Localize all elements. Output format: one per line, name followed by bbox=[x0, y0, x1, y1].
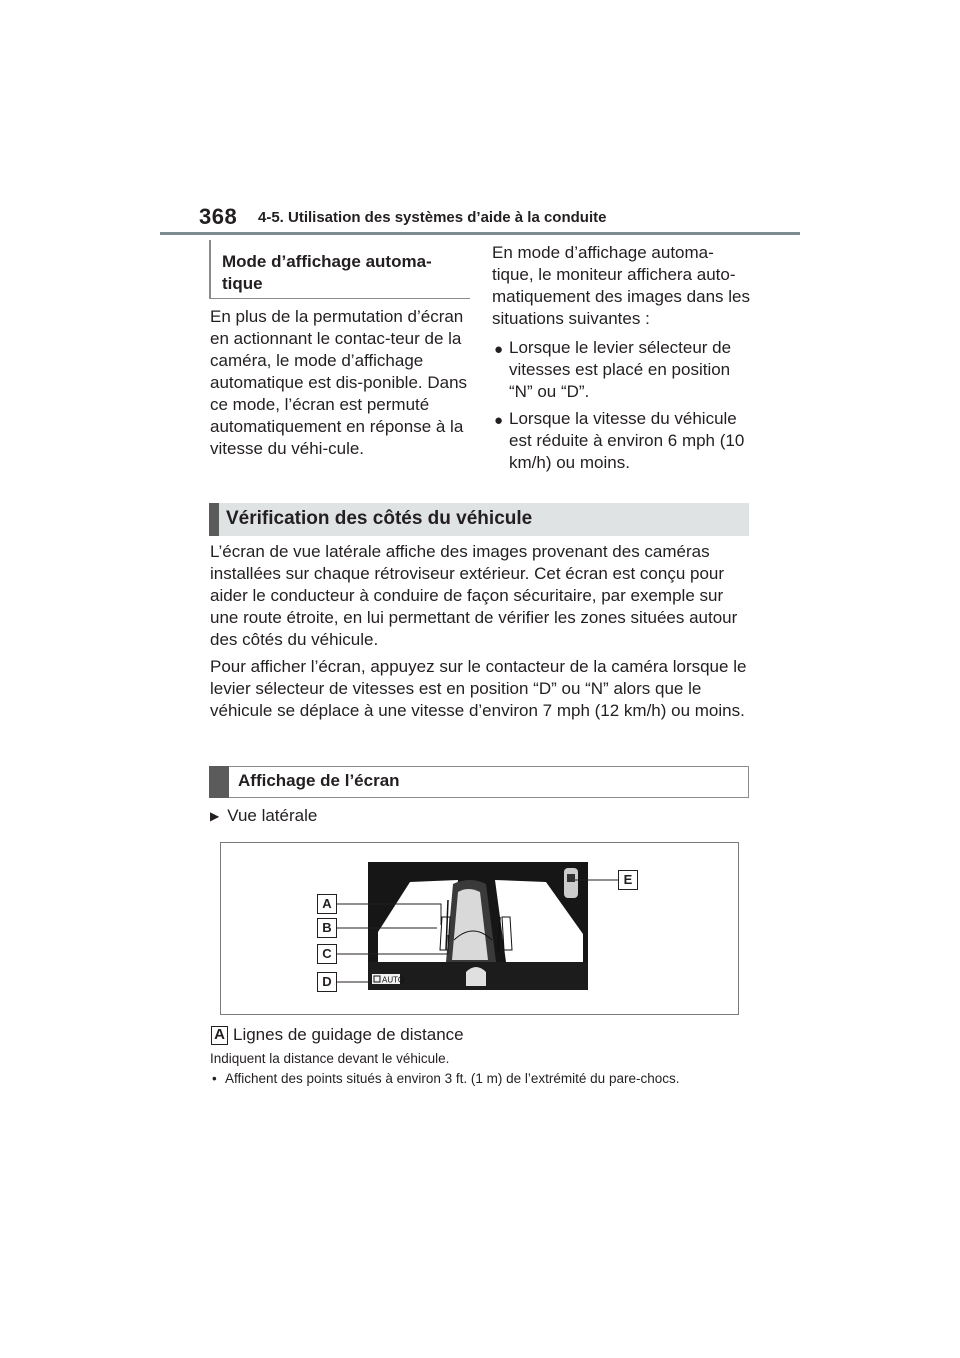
auto-label: AUTO bbox=[382, 975, 405, 985]
bullet-icon: ● bbox=[494, 341, 504, 358]
mode-title: Mode d’affichage automa-tique bbox=[222, 252, 432, 293]
callout-d: D bbox=[317, 972, 337, 992]
side-view-instructions: Pour afficher l’écran, appuyez sur le contacteur de la caméra lorsque le levier sélecteur de vitesses est en position “D” ou “N” alors que le véhicule se déplace à une vitesse d’environ 7 mph (12 km/h) ou moins. bbox=[210, 657, 747, 720]
side-view-description: L’écran de vue latérale affiche des images provenant des caméras installées sur chaque rétroviseur extérieur. Cet écran est conçu pour aider le conducteur à conduire de façon sécuritaire, par exemple sur une route étroite, en lui permettant de vérifier les zones situées autour des côtés du véhicule. bbox=[210, 542, 738, 649]
page-number: 368 bbox=[199, 204, 238, 229]
list-item-text: Lorsque la vitesse du véhicule est réduite à environ 6 mph (10 km/h) ou moins. bbox=[509, 409, 745, 472]
callout-c: C bbox=[317, 944, 337, 964]
mode-description: En plus de la permutation d’écran en actionnant le contac-teur de la caméra, le mode d’affichage automatique est dis-ponible. Dans ce mode, l’écran est permuté automatiquement en réponse à la vitesse du véhi-cule. bbox=[210, 307, 468, 458]
section-banner-title: Vérification des côtés du véhicule bbox=[226, 508, 533, 529]
mode-situations-intro: En mode d’affichage automa-tique, le moniteur affichera auto-matiquement des images dans les situations suivantes : bbox=[492, 243, 750, 328]
legend-sub-note bbox=[210, 1070, 750, 1088]
callout-b: B bbox=[317, 918, 337, 938]
triangle-right-icon: ▶ bbox=[210, 809, 220, 823]
callout-a: A bbox=[317, 894, 337, 914]
bullet-icon: ● bbox=[494, 412, 504, 429]
section-title: 4-5. Utilisation des systèmes d’aide à la conduite bbox=[258, 209, 607, 226]
subsection-title: Affichage de l’écran bbox=[238, 771, 400, 790]
legend-note: Indiquent la distance devant le véhicule. bbox=[210, 1051, 450, 1066]
legend-badge: A bbox=[211, 1026, 228, 1045]
bullet-icon: • bbox=[212, 1071, 217, 1086]
legend-sub-note-text: Affichent des points situés à environ 3 ft. (1 m) de l’extrémité du pare-chocs. bbox=[225, 1071, 680, 1086]
view-label-text: Vue latérale bbox=[227, 806, 318, 825]
callout-e: E bbox=[618, 870, 638, 890]
list-item-text: Lorsque le levier sélecteur de vitesses est placé en position “N” ou “D”. bbox=[509, 338, 732, 401]
legend-label: Lignes de guidage de distance bbox=[233, 1025, 464, 1044]
